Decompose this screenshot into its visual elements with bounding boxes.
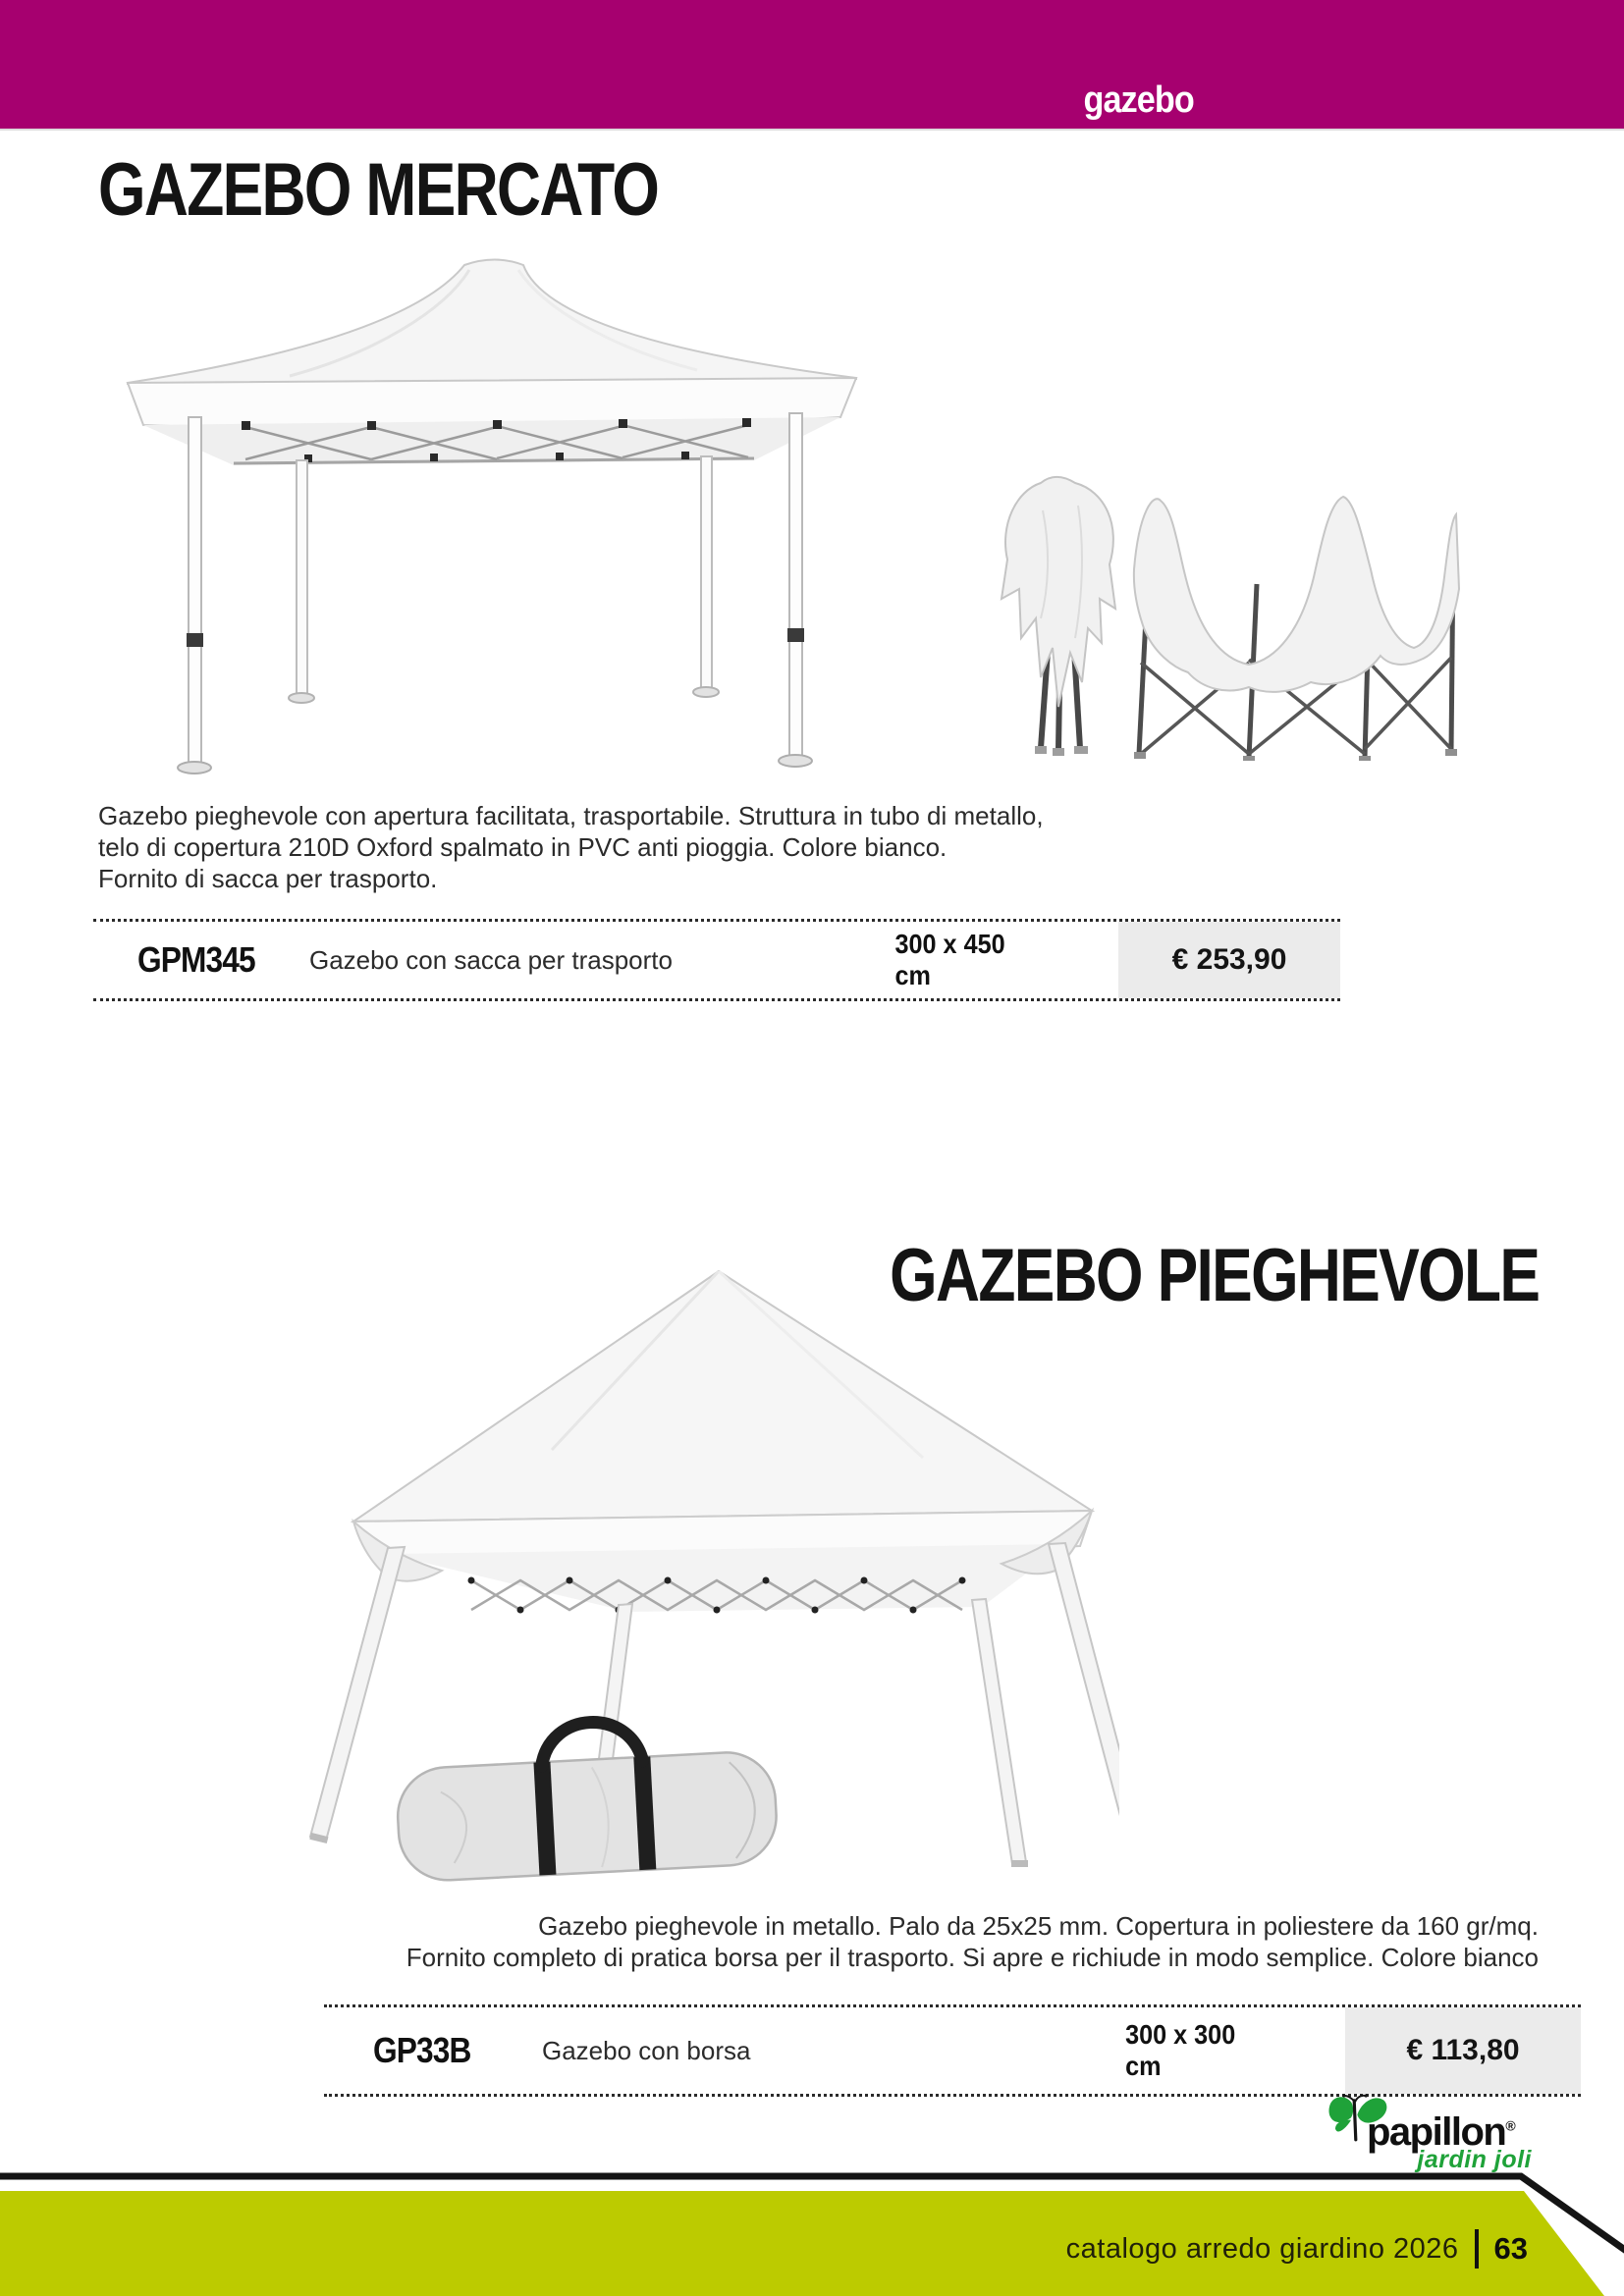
section2-title: GAZEBO PIEGHEVOLE [889, 1234, 1539, 1317]
section-tab-label: gazebo [1083, 80, 1194, 121]
product-price: € 253,90 [1118, 922, 1340, 998]
section1-title: GAZEBO MERCATO [98, 148, 659, 232]
product-code: GPM345 [137, 939, 255, 980]
description-line: Gazebo pieghevole in metallo. Palo da 25x25 mm. Copertura in poliestere da 160 gr/mq. [538, 1911, 1539, 1941]
product-size: 300 x 450 cm [894, 929, 1005, 990]
page-number: 63 [1493, 2231, 1528, 2266]
product-row-gp33b [324, 2004, 1581, 2097]
product-photo-gazebo-mercato [79, 250, 903, 780]
gazebo-pieghevole-illustration [295, 1261, 1119, 1890]
product-name: Gazebo con sacca per trasporto [309, 944, 673, 975]
gazebo-folded-illustration [992, 471, 1473, 761]
footer-text [1066, 2229, 1528, 2269]
registered-mark: ® [1505, 2117, 1515, 2134]
product-row-gpm345 [93, 919, 1340, 1001]
gazebo-mercato-illustration [79, 250, 903, 780]
brand-tagline: jardin joli [1417, 2146, 1532, 2173]
header-bar [0, 0, 1624, 131]
product-photo-gazebo-folded [992, 471, 1473, 761]
product-size: 300 x 300 cm [1125, 2019, 1236, 2081]
section2-description [406, 1910, 1539, 1973]
product-price: € 113,80 [1345, 2007, 1581, 2094]
description-line: Fornito completo di pratica borsa per il trasporto. Si apre e richiude in modo semplice. Colore bianco [406, 1943, 1539, 1972]
product-photo-gazebo-pieghevole [295, 1261, 1119, 1890]
product-code: GP33B [373, 2030, 471, 2070]
section1-description [98, 800, 1044, 894]
footer [0, 2164, 1624, 2296]
footer-caption: catalogo arredo giardino 2026 [1065, 2232, 1459, 2265]
description-line: telo di copertura 210D Oxford spalmato in PVC anti pioggia. Colore bianco. [98, 832, 947, 862]
brand-name: papillon® [1367, 2110, 1515, 2154]
description-line: Gazebo pieghevole con apertura facilitata, trasportabile. Struttura in tubo di metallo, [98, 801, 1044, 830]
product-name: Gazebo con borsa [542, 2035, 751, 2065]
description-line: Fornito di sacca per trasporto. [98, 864, 438, 893]
brand-logo [1326, 2087, 1534, 2173]
footer-separator [1475, 2229, 1479, 2269]
